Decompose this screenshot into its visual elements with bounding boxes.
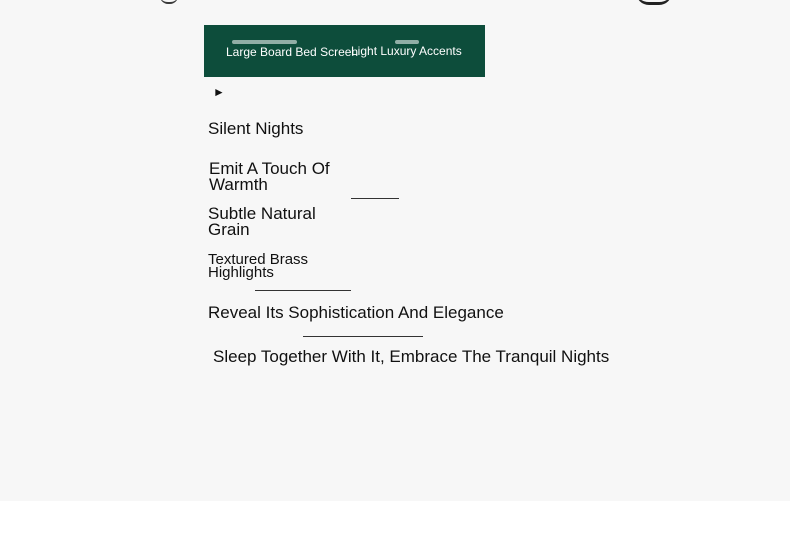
cropped-decoration-right xyxy=(636,0,672,5)
tab-light-luxury-accents[interactable]: Light Luxury Accents xyxy=(351,44,462,58)
feature-brass-highlights: Textured Brass Highlights xyxy=(208,251,309,281)
divider xyxy=(351,198,399,199)
feature-natural-grain: Subtle Natural Grain xyxy=(208,204,316,239)
feature-silent-nights: Silent Nights xyxy=(208,119,304,138)
play-icon[interactable]: ► xyxy=(213,85,225,99)
feature-warmth: Emit A Touch Of Warmth xyxy=(209,159,330,194)
cropped-decoration-left xyxy=(160,0,178,4)
tab-large-board-bed-screen[interactable]: Large Board Bed Screen xyxy=(226,45,359,59)
banner-decoration xyxy=(232,40,297,44)
category-banner xyxy=(204,25,485,77)
feature-sophistication: Reveal Its Sophistication And Elegance xyxy=(208,303,504,322)
divider xyxy=(255,290,351,291)
divider xyxy=(303,336,423,337)
feature-tranquil-nights: Sleep Together With It, Embrace The Tranquil Nights xyxy=(213,347,610,366)
